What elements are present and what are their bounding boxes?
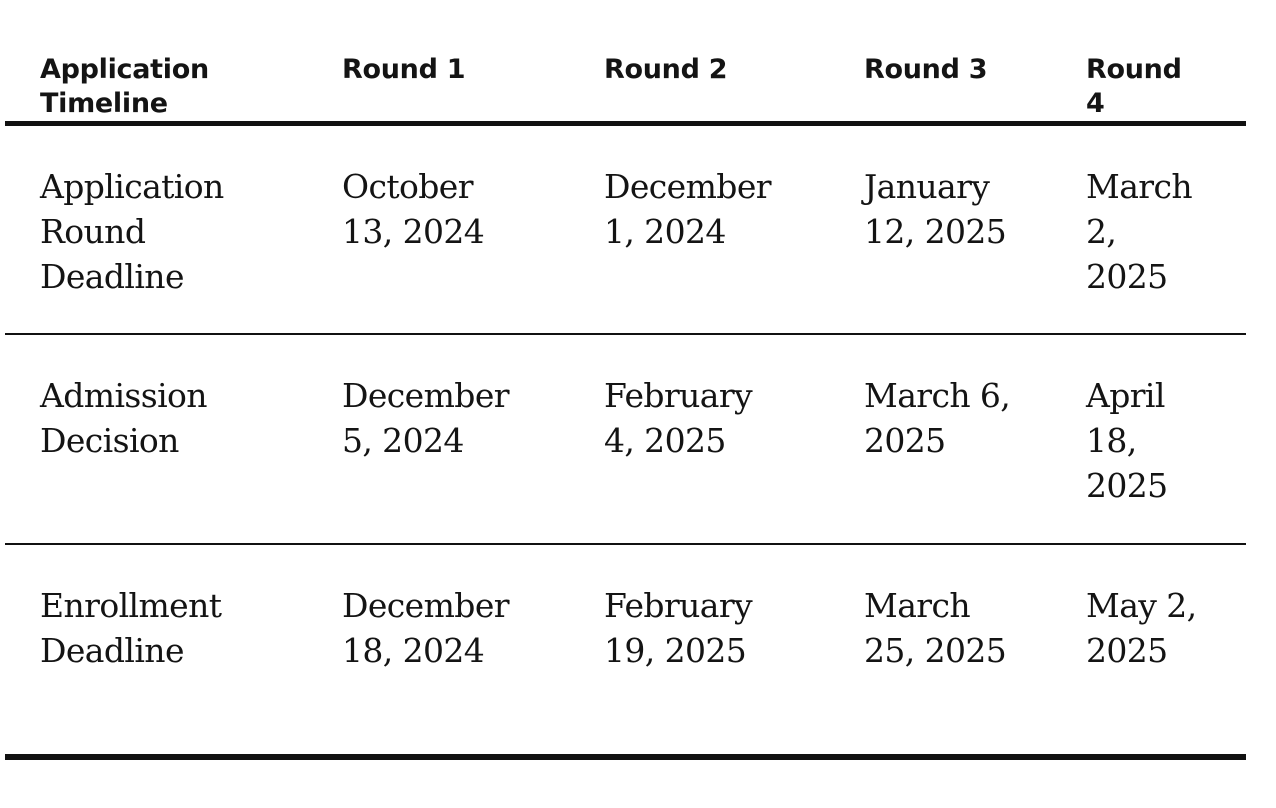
table-cell-round-4: April 18, 2025 bbox=[1051, 334, 1246, 544]
table-row-admission-decision bbox=[5, 334, 1246, 544]
header-row bbox=[5, 0, 1246, 124]
table-cell-round-1: October 13, 2024 bbox=[307, 124, 569, 334]
table-cell-round-3: March 25, 2025 bbox=[829, 544, 1051, 757]
table-cell-round-1: December 5, 2024 bbox=[307, 334, 569, 544]
header-round-2: Round 2 bbox=[569, 0, 829, 124]
table-body bbox=[5, 124, 1246, 757]
header-round-1: Round 1 bbox=[307, 0, 569, 124]
table-cell-round-1: December 18, 2024 bbox=[307, 544, 569, 757]
table-cell-round-2: February 19, 2025 bbox=[569, 544, 829, 757]
row-label: Enrollment Deadline bbox=[5, 544, 307, 757]
table-cell-round-4: May 2, 2025 bbox=[1051, 544, 1246, 757]
header-round-4: Round 4 bbox=[1051, 0, 1246, 124]
row-label: Application Round Deadline bbox=[5, 124, 307, 334]
table-cell-round-3: March 6, 2025 bbox=[829, 334, 1051, 544]
table-cell-round-4: March 2, 2025 bbox=[1051, 124, 1246, 334]
application-timeline-table bbox=[5, 0, 1246, 760]
table-cell-round-2: February 4, 2025 bbox=[569, 334, 829, 544]
row-label: Admission Decision bbox=[5, 334, 307, 544]
table-cell-round-2: December 1, 2024 bbox=[569, 124, 829, 334]
header-round-3: Round 3 bbox=[829, 0, 1051, 124]
table-header bbox=[5, 0, 1246, 124]
table-cell-round-3: January 12, 2025 bbox=[829, 124, 1051, 334]
table-row-enrollment-deadline bbox=[5, 544, 1246, 757]
header-application-timeline: Application Timeline bbox=[5, 0, 307, 124]
table-row-application-round-deadline bbox=[5, 124, 1246, 334]
